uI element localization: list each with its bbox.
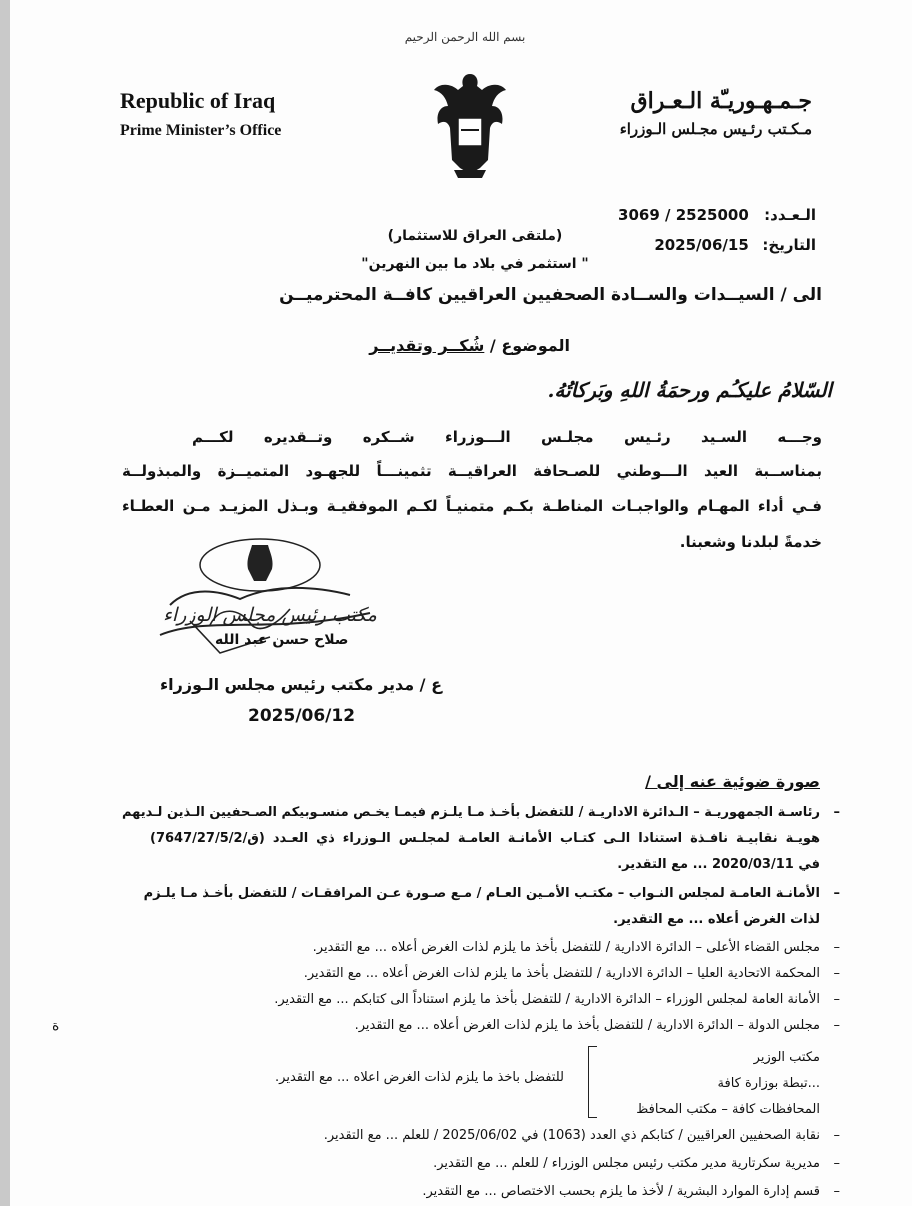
reference-number-value: 3069 / 2525000 bbox=[618, 206, 749, 224]
bismillah: بسم الله الرحمن الرحيم bbox=[404, 30, 526, 44]
body-line-4: خدمةً لبلدنا وشعبنا. bbox=[679, 533, 822, 551]
cc-item-6 bbox=[354, 1018, 840, 1033]
reference-date-row bbox=[654, 236, 816, 254]
cc-item-5 bbox=[274, 992, 840, 1007]
cc-heading: صورة ضوئية عنه إلى / bbox=[645, 772, 820, 791]
cc-item-1-line-1 bbox=[121, 805, 840, 820]
subject-value: شُكــر وتقديــر bbox=[369, 336, 485, 355]
cc-text: مديرية سكرتارية مدير مكتب رئيس مجلس الوزراء / للعلم ... مع التقدير. bbox=[433, 1156, 820, 1171]
cc-item-4 bbox=[303, 966, 840, 981]
addressee: الى / السيــدات والســادة الصحفيين العراقيين كافــة المحترميــن bbox=[279, 285, 822, 305]
cc-text: نقابة الصحفيين العراقيين / كتابكم ذي العدد (1063) في 2025/06/02 / للعلم ... مع التقدير. bbox=[323, 1128, 820, 1143]
cc-item-1-line-2: هويـة نقابيـة نافـذة استنادا الـى كتـاب الأمانـة العامـة لمجلـس الـوزراء ذي العـدد (ق/7647/27/5/2) bbox=[150, 831, 820, 846]
subject-line bbox=[369, 336, 570, 355]
letter-page bbox=[10, 0, 912, 1206]
seal-text: مكتب رئيس مجلس الوزراء bbox=[162, 604, 378, 626]
cc-dash: – bbox=[833, 966, 840, 981]
cc-text: رئاسـة الجمهوريـة – الـدائرة الاداريـة / للتفضل بأخـذ مـا يلـزم فيمـا يخـص منسـوبيكم الصـحفيين الـذين لـديهم bbox=[121, 805, 820, 820]
subject-label: الموضوع / bbox=[489, 336, 570, 355]
signature-date: 2025/06/12 bbox=[248, 706, 356, 726]
reference-number-label: الـعـدد: bbox=[764, 206, 816, 224]
cc-item-2-line-1 bbox=[143, 886, 840, 901]
signatory-title: ع / مدير مكتب رئيس مجلس الـوزراء bbox=[160, 675, 443, 694]
reference-date-label: التاريخ: bbox=[762, 236, 816, 254]
cc-item-1-line-3: في 2020/03/11 ... مع التقدير. bbox=[617, 857, 820, 872]
cc-dash: – bbox=[833, 1128, 840, 1143]
cc-item-2-line-2: لذات الغرض أعلاه ... مع التقدير. bbox=[613, 912, 820, 927]
cc-dash: – bbox=[833, 992, 840, 1007]
cc-text: الأمانة العامة لمجلس الوزراء – الدائرة الادارية / للتفضل بأخذ ما يلزم استناداً الى كتابكم ... مع التقدير. bbox=[274, 992, 820, 1007]
cc-item-9 bbox=[422, 1184, 840, 1199]
body-line-3: فـي أداء المهـام والواجبـات المناطـة بكـم متمنيـاً لكـم الموفقيـة وبـذل المزيـد مـن العطـاء bbox=[122, 497, 822, 515]
cc-text: مجلس الدولة – الدائرة الادارية / للتفضل بأخذ ما يلزم لذات الغرض أعلاه ... مع التقدير. bbox=[354, 1018, 820, 1033]
cc-dash: – bbox=[833, 1156, 840, 1171]
cc-dash: – bbox=[833, 1184, 840, 1199]
cc-text: الأمانـة العامـة لمجلس النـواب – مكتـب الأمـين العـام / مـع صـورة عـن المرافقـات / للتفضل بأخـذ مـا يلـزم bbox=[143, 886, 820, 901]
arabic-subtitle: مـكـتب رئـيس مجـلس الـوزراء bbox=[619, 120, 812, 138]
cc-text: قسم إدارة الموارد البشرية / لأخذ ما يلزم بحسب الاختصاص ... مع التقدير. bbox=[422, 1184, 820, 1199]
reference-number-row bbox=[618, 206, 816, 224]
english-subtitle: Prime Minister’s Office bbox=[120, 122, 282, 139]
body-line-2: بمناســبة العيد الـــوطني للصـحافة العراقيــة تثمينـــاً للجهـود المتميــزة والمبذولــة bbox=[122, 462, 822, 480]
body-line-1: وجـــه السـيد رئـيس مجلـس الـــوزراء شــكره وتــقديره لكـــم bbox=[192, 428, 822, 446]
forum-slogan: " استثمر في بلاد ما بين النهرين" bbox=[361, 256, 589, 272]
margin-mark: ة bbox=[52, 1018, 60, 1034]
cc-text: المحكمة الاتحادية العليا – الدائرة الادارية / للتفضل بأخذ ما يلزم لذات الغرض أعلاه ... مع التقدير. bbox=[303, 966, 820, 981]
reference-date-value: 2025/06/15 bbox=[654, 236, 749, 254]
forum-name: (ملتقى العراق للاستثمار) bbox=[387, 228, 563, 244]
cc-dash: – bbox=[833, 886, 840, 901]
arabic-title: جـمـهـوريـّة الـعـراق bbox=[630, 88, 812, 114]
greeting: السّلامُ عليكـُم ورحمَةُ اللهِ وبَركاتُهُ. bbox=[547, 378, 832, 402]
english-title: Republic of Iraq bbox=[120, 88, 276, 113]
cc-group-item-2: ...تبطة بوزارة كافة bbox=[717, 1076, 820, 1091]
scan-edge bbox=[0, 0, 10, 1206]
cc-group-bracket bbox=[588, 1046, 597, 1118]
cc-dash: – bbox=[833, 805, 840, 820]
signatory-name: صلاح حسن عبد الله bbox=[215, 632, 349, 648]
cc-item-7 bbox=[323, 1128, 840, 1143]
cc-text: مجلس القضاء الأعلى – الدائرة الادارية / للتفضل بأخذ ما يلزم لذات الغرض أعلاه ... مع التقدير. bbox=[312, 940, 820, 955]
cc-dash: – bbox=[833, 1018, 840, 1033]
cc-item-8 bbox=[433, 1156, 840, 1171]
iraq-eagle-emblem-icon bbox=[430, 70, 510, 180]
cc-dash: – bbox=[833, 940, 840, 955]
cc-group-item-1: مكتب الوزير bbox=[753, 1050, 820, 1065]
cc-group-item-3: المحافظات كافة – مكتب المحافظ bbox=[636, 1102, 820, 1117]
cc-item-3 bbox=[312, 940, 840, 955]
cc-group-note: للتفضل باخذ ما يلزم لذات الغرض اعلاه ... مع التقدير. bbox=[275, 1070, 564, 1085]
